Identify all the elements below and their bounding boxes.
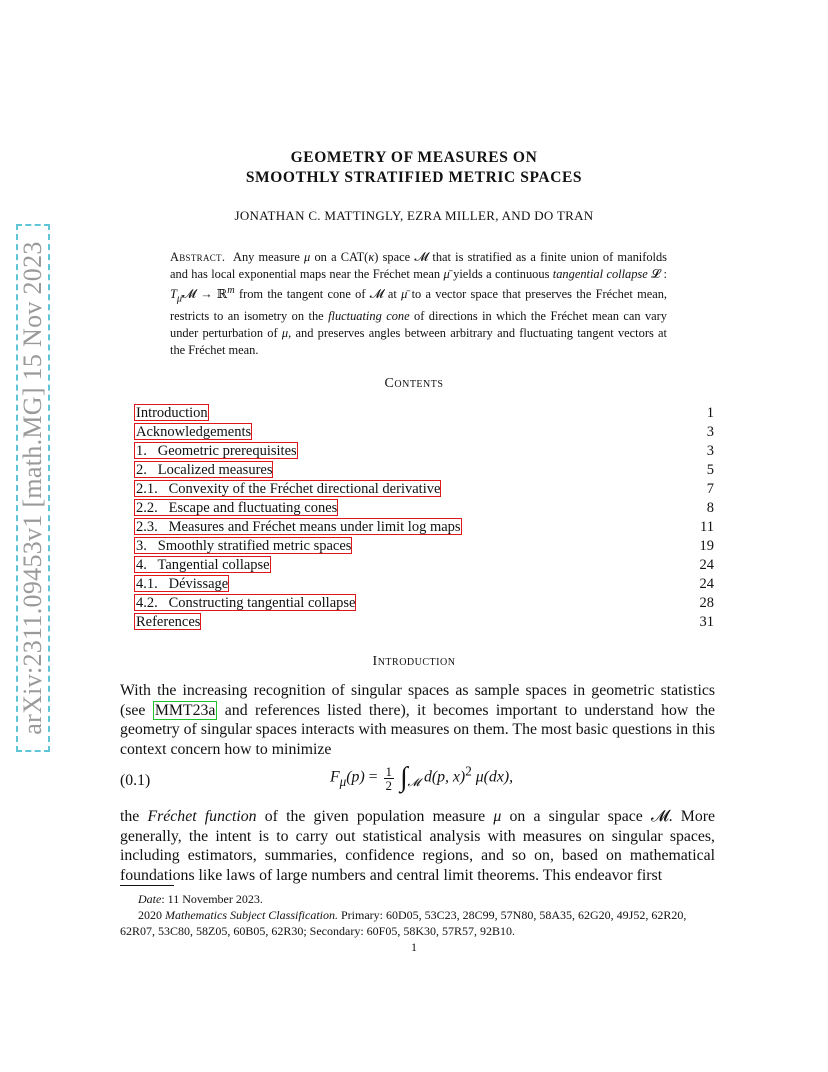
author-list: JONATHAN C. MATTINGLY, EZRA MILLER, AND DO TRAN [234,208,594,223]
toc-row [134,461,716,480]
toc-link[interactable]: References [136,614,201,630]
toc-row [134,556,716,575]
toc-link[interactable]: 2.1. Convexity of the Fréchet directional derivative [136,481,441,497]
toc-row [134,575,716,594]
toc-page-number: 24 [699,576,714,592]
footnote-msc-year: 2020 [138,908,165,922]
toc-row [134,499,716,518]
intro-text-before-cite: With the increasing recognition of singular spaces as sample spaces in geometric statistics (see [120,682,715,719]
section-heading-introduction: Introduction [372,654,456,669]
abstract-label: Abstract. [170,250,226,264]
frechet-function-equation: $F_\mu(p)$ = $\frac{1}{2} \int_𝓜$ d(p, x)$^2$ μ(dx), [330,762,514,793]
footnote-msc-label: Mathematics Subject Classification. [165,908,338,922]
toc-page-number: 24 [699,557,714,573]
paper-title [0,148,828,188]
citation-label: MMT23a [154,701,216,719]
toc-link[interactable]: 2.2. Escape and fluctuating cones [136,500,338,516]
toc-page-number: 11 [700,519,714,535]
contents-heading: Contents [384,376,444,391]
toc-link[interactable]: 3. Smoothly stratified metric spaces [136,538,352,554]
toc-row [134,404,716,423]
toc-page-number: 31 [699,614,714,630]
footnote-msc-codes: Primary: 60D05, 53C23, 28C99, 57N80, 58A35, 62G20, 49J52, 62R20, 62R07, 53C80, 58Z05, 60B05, 62R30; Secondary: 60F05, 58K30, 57R57, 92B10. [120,908,687,938]
intro-text-after-cite: and references listed there), it becomes important to understand how the geometry of singular spaces interacts with measures on them. The most basic questions in this context concern how to minimize [120,701,715,758]
toc-link[interactable]: Acknowledgements [136,424,252,440]
footnote-msc [120,907,716,939]
toc-row [134,423,716,442]
footnote-rule [120,885,174,886]
toc-row [134,442,716,461]
arxiv-side-stamp[interactable] [16,224,50,752]
toc-link[interactable]: 4.2. Constructing tangential collapse [136,595,356,611]
toc-row [134,518,716,537]
toc-row [134,537,716,556]
toc-link[interactable]: 2.3. Measures and Fréchet means under limit log maps [136,519,461,535]
toc-link[interactable]: 1. Geometric prerequisites [136,443,297,459]
abstract-text: Any measure μ on a CAT(κ) space 𝓜 that is stratified as a finite union of manifolds and has local exponential maps near the Fréchet mean μ̄ yields a continuous tangential collapse 𝓛 : $T_{\mū}𝓜$ → ℝ$^m$ from the tangent cone of 𝓜 at μ̄ to a vector space that preserves the Fréchet mean, restricts to an isometry on the fluctuating cone of directions in which the Fréchet mean can vary under perturbation of μ, and preserves angles between arbitrary and fluctuating tangent vectors at the Fréchet mean. [170,250,668,357]
citation-link[interactable] [153,701,218,720]
equation-number: (0.1) [120,772,151,789]
toc-page-number: 1 [706,405,714,421]
title-line-2: SMOOTHLY STRATIFIED METRIC SPACES [245,169,583,186]
toc-link[interactable]: 2. Localized measures [136,462,273,478]
footnote-date-value: : 11 November 2023. [161,892,263,906]
intro-paragraph-1 [120,681,715,759]
toc-row [134,480,716,499]
intro-paragraph-2: the Fréchet function of the given population measure μ on a singular space 𝓜. More generally, the intent is to carry out statistical analysis with measures on singular spaces, including estimators, summaries, confidence regions, and so on, based on mathematical foundations like laws of large numbers and central limit theorems. This endeavor first [120,808,716,884]
footnote-date [138,891,716,907]
toc-link[interactable]: 4. Tangential collapse [136,557,270,573]
toc-row [134,613,716,632]
toc-page-number: 5 [706,462,714,478]
toc-page-number: 19 [699,538,714,554]
toc-page-number: 8 [706,500,714,516]
toc-link[interactable]: 4.1. Dévissage [136,576,229,592]
table-of-contents [134,404,716,632]
toc-page-number: 28 [699,595,714,611]
toc-page-number: 3 [706,424,714,440]
toc-row [134,594,716,613]
title-line-1: GEOMETRY OF MEASURES ON [290,149,538,166]
footnote-date-label: Date [138,892,162,906]
toc-page-number: 7 [706,481,714,497]
arxiv-stamp-text: arXiv:2311.09453v1 [math.MG] 15 Nov 2023 [18,241,47,735]
toc-page-number: 3 [706,443,714,459]
page-number: 1 [411,940,417,954]
toc-link[interactable]: Introduction [136,405,208,421]
abstract [170,249,667,358]
